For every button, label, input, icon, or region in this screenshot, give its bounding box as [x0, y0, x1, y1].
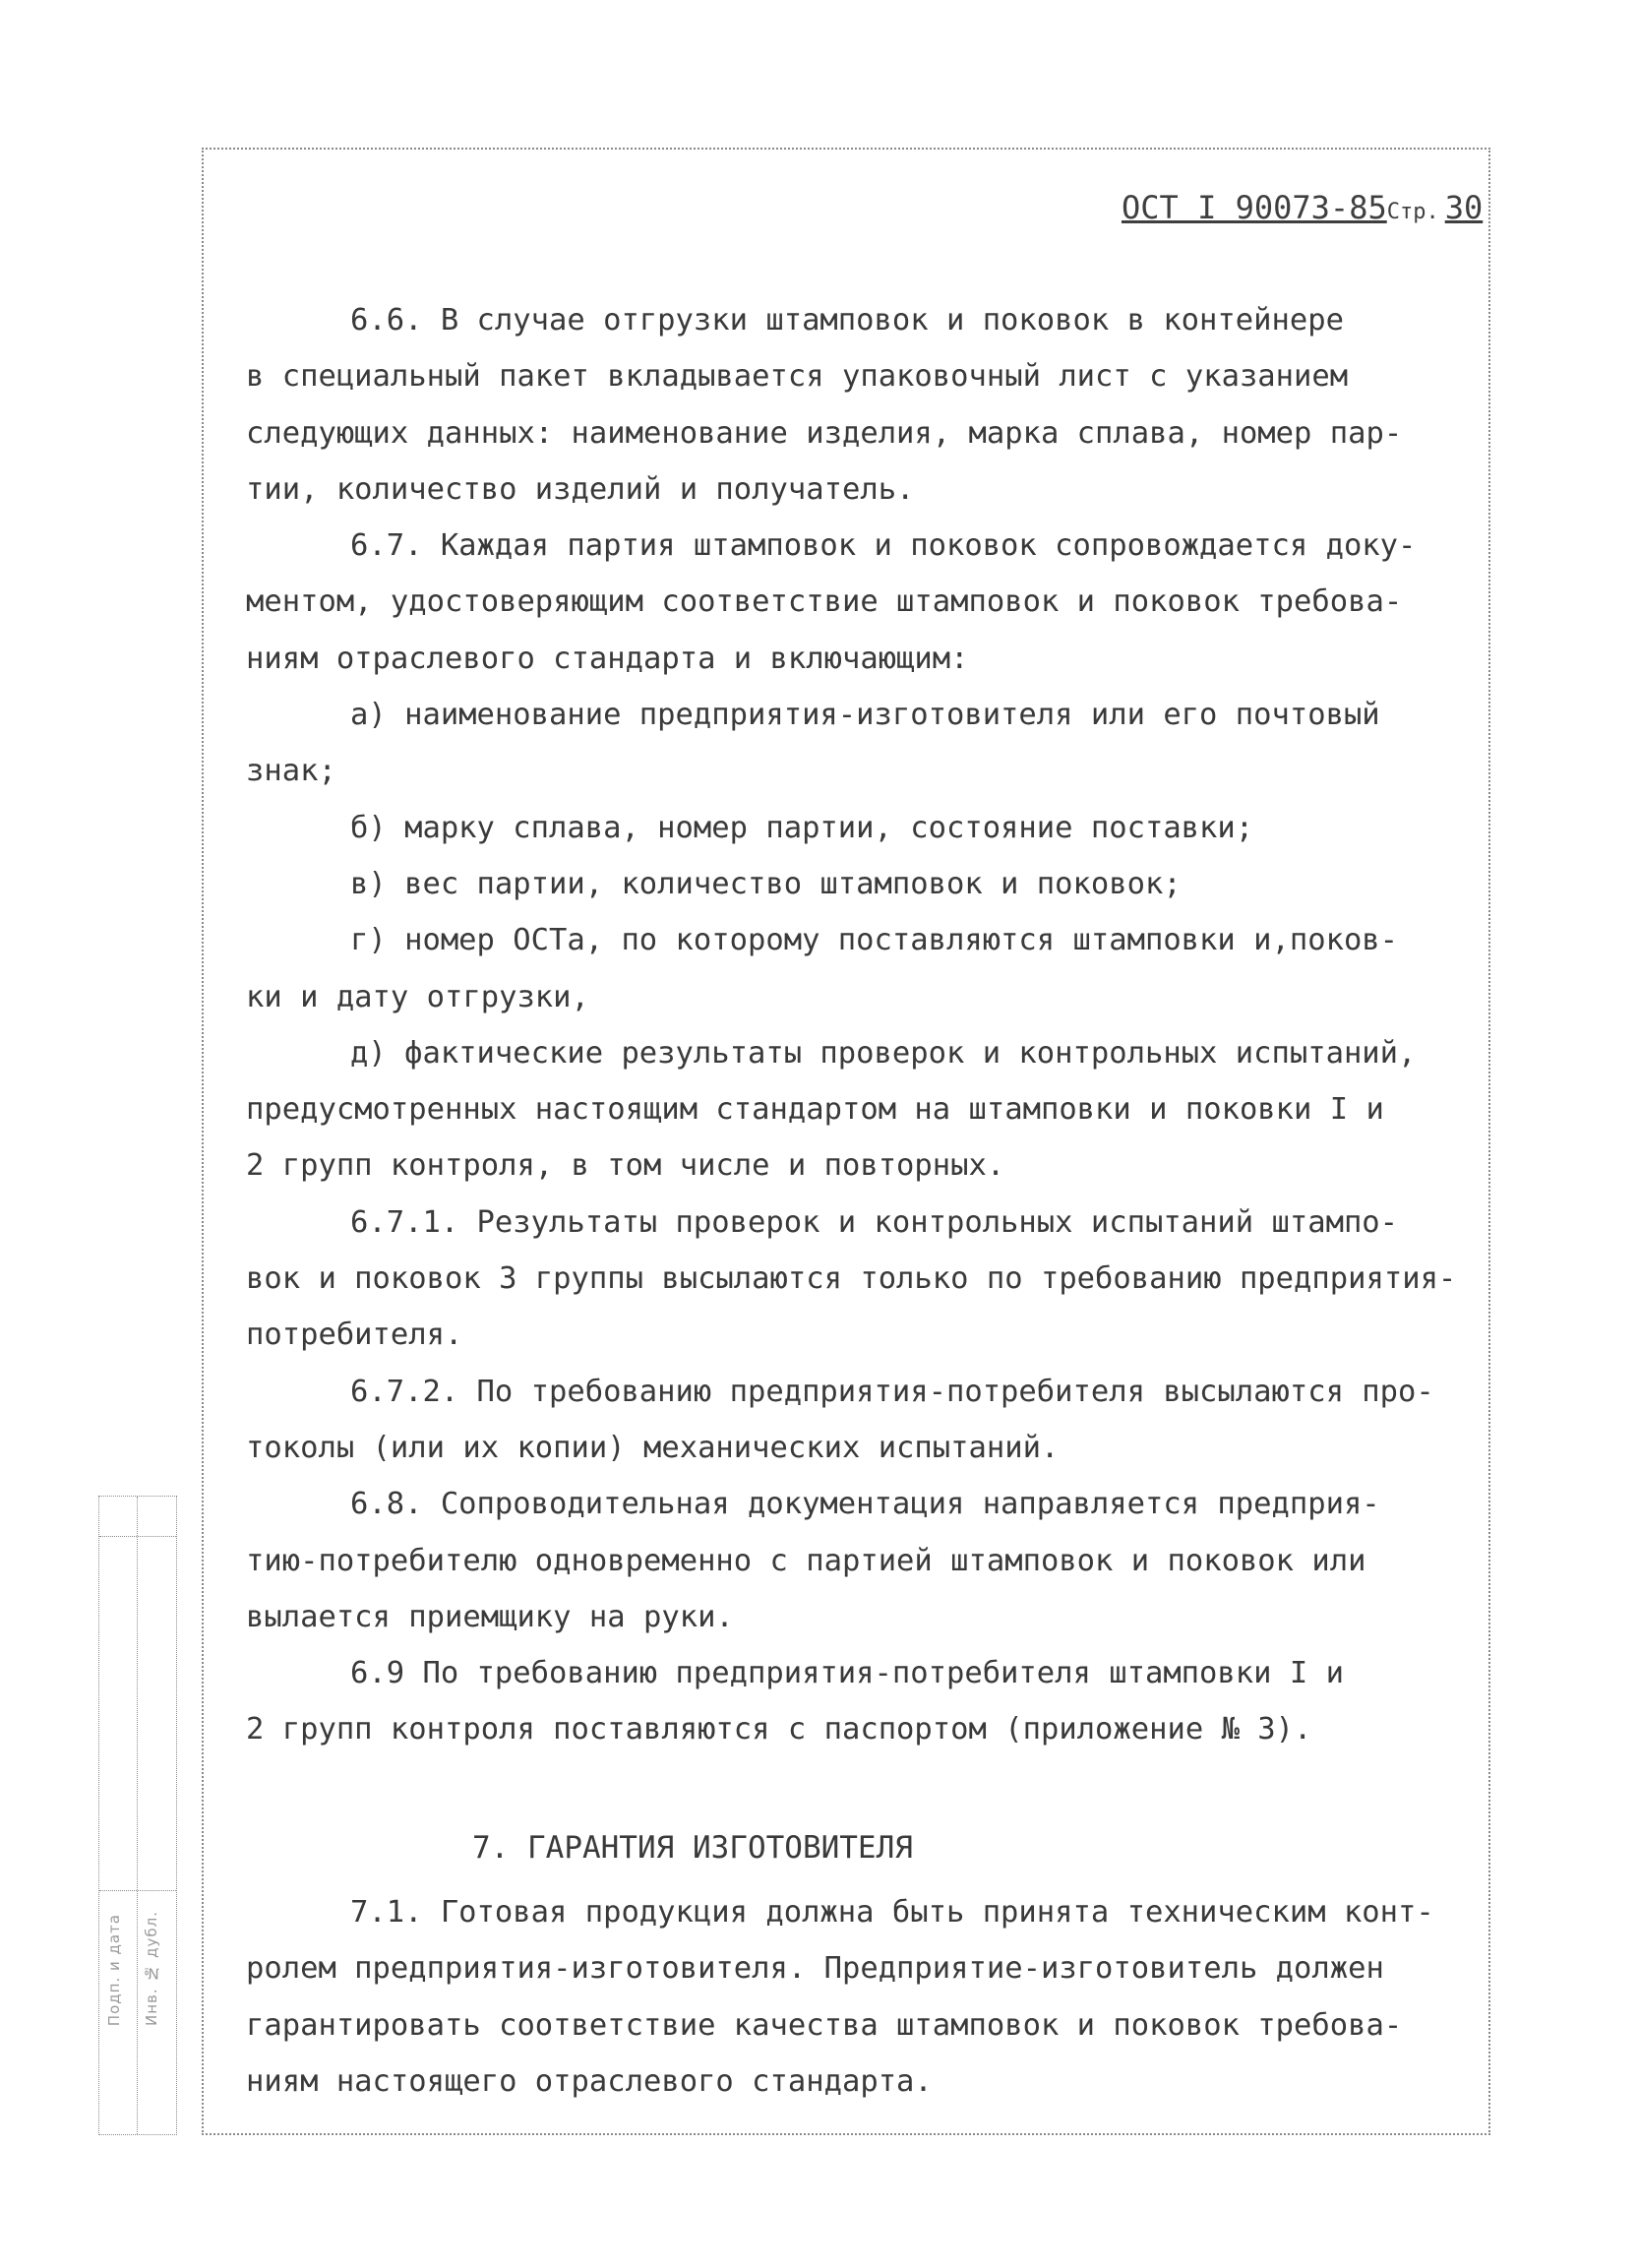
text-line: б) марку сплава, номер партии, состояние поставки; [350, 810, 1254, 845]
text-line: 2 групп контроля, в том числе и повторных. [246, 1148, 1005, 1184]
text-line: ментом, удостоверяющим соответствие штамповок и поковок требова- [246, 584, 1403, 620]
text-line: в специальный пакет вкладывается упаковочный лист с указанием [246, 359, 1349, 395]
stamp-label: Подп. и дата [105, 1913, 123, 2026]
text-line: а) наименование предприятия-изготовителя или его почтовый [350, 698, 1380, 733]
text-line: 7.1. Готовая продукция должна быть принята техническим конт- [350, 1895, 1434, 1930]
text-line: 2 групп контроля поставляются с паспортом (приложение № 3). [246, 1712, 1312, 1747]
document-header [1122, 189, 1483, 226]
text-line: ролем предприятия-изготовителя. Предприятие-изготовитель должен [246, 1951, 1384, 1987]
text-line: токолы (или их копии) механических испытаний. [246, 1430, 1060, 1465]
stamp-row-divider [99, 1890, 176, 1891]
text-line: 6.7. Каждая партия штамповок и поковок сопровождается доку- [350, 528, 1417, 564]
text-line: 6.7.2. По требованию предприятия-потребителя высылаются про- [350, 1374, 1434, 1409]
stamp-row-divider [99, 1536, 176, 1537]
stamp-column-divider [137, 1497, 138, 2134]
body-text-block-1 [246, 292, 1456, 1758]
standard-code: ОСТ I 90073-85 [1122, 189, 1387, 226]
body-text-block-2 [246, 1884, 1456, 2110]
text-line: в) вес партии, количество штамповок и поковок; [350, 866, 1182, 901]
page-prefix: Стр. [1386, 200, 1439, 224]
page-number: 30 [1444, 189, 1484, 226]
side-stamp-table [98, 1496, 177, 2135]
text-line: ниям отраслевого стандарта и включающим: [246, 641, 969, 676]
text-line: вылается приемщику на руки. [246, 1599, 734, 1634]
text-line: следующих данных: наименование изделия, марка сплава, номер пар- [246, 415, 1403, 451]
text-line: гарантировать соответствие качества штамповок и поковок требова- [246, 2007, 1403, 2043]
text-line: ки и дату отгрузки, [246, 979, 589, 1014]
text-line: 6.7.1. Результаты проверок и контрольных испытаний штампо- [350, 1204, 1399, 1240]
text-line: 6.8. Сопроводительная документация направляется предприя- [350, 1487, 1380, 1522]
text-line: потребителя. [246, 1318, 463, 1353]
text-line: 6.9 По требованию предприятия-потребителя штамповки I и [350, 1656, 1344, 1691]
text-line: предусмотренных настоящим стандартом на штамповки и поковки I и [246, 1092, 1384, 1128]
text-line: тию-потребителю одновременно с партией штамповок и поковок или [246, 1543, 1366, 1578]
text-line: 6.6. В случае отгрузки штамповок и поковок в контейнере [350, 303, 1344, 337]
text-line: г) номер ОСТа, по которому поставляются штамповки и,поков- [350, 923, 1399, 958]
section-heading: 7. ГАРАНТИЯ ИЗГОТОВИТЕЛЯ [472, 1830, 913, 1866]
text-line: тии, количество изделий и получатель. [246, 471, 915, 507]
stamp-label: Инв. № дубл. [143, 1910, 160, 2026]
text-line: д) фактические результаты проверок и контрольных испытаний, [350, 1035, 1417, 1071]
text-line: знак; [246, 754, 336, 789]
text-line: ниям настоящего отраслевого стандарта. [246, 2063, 933, 2099]
text-line: вок и поковок 3 группы высылаются только по требованию предприятия- [246, 1261, 1457, 1297]
